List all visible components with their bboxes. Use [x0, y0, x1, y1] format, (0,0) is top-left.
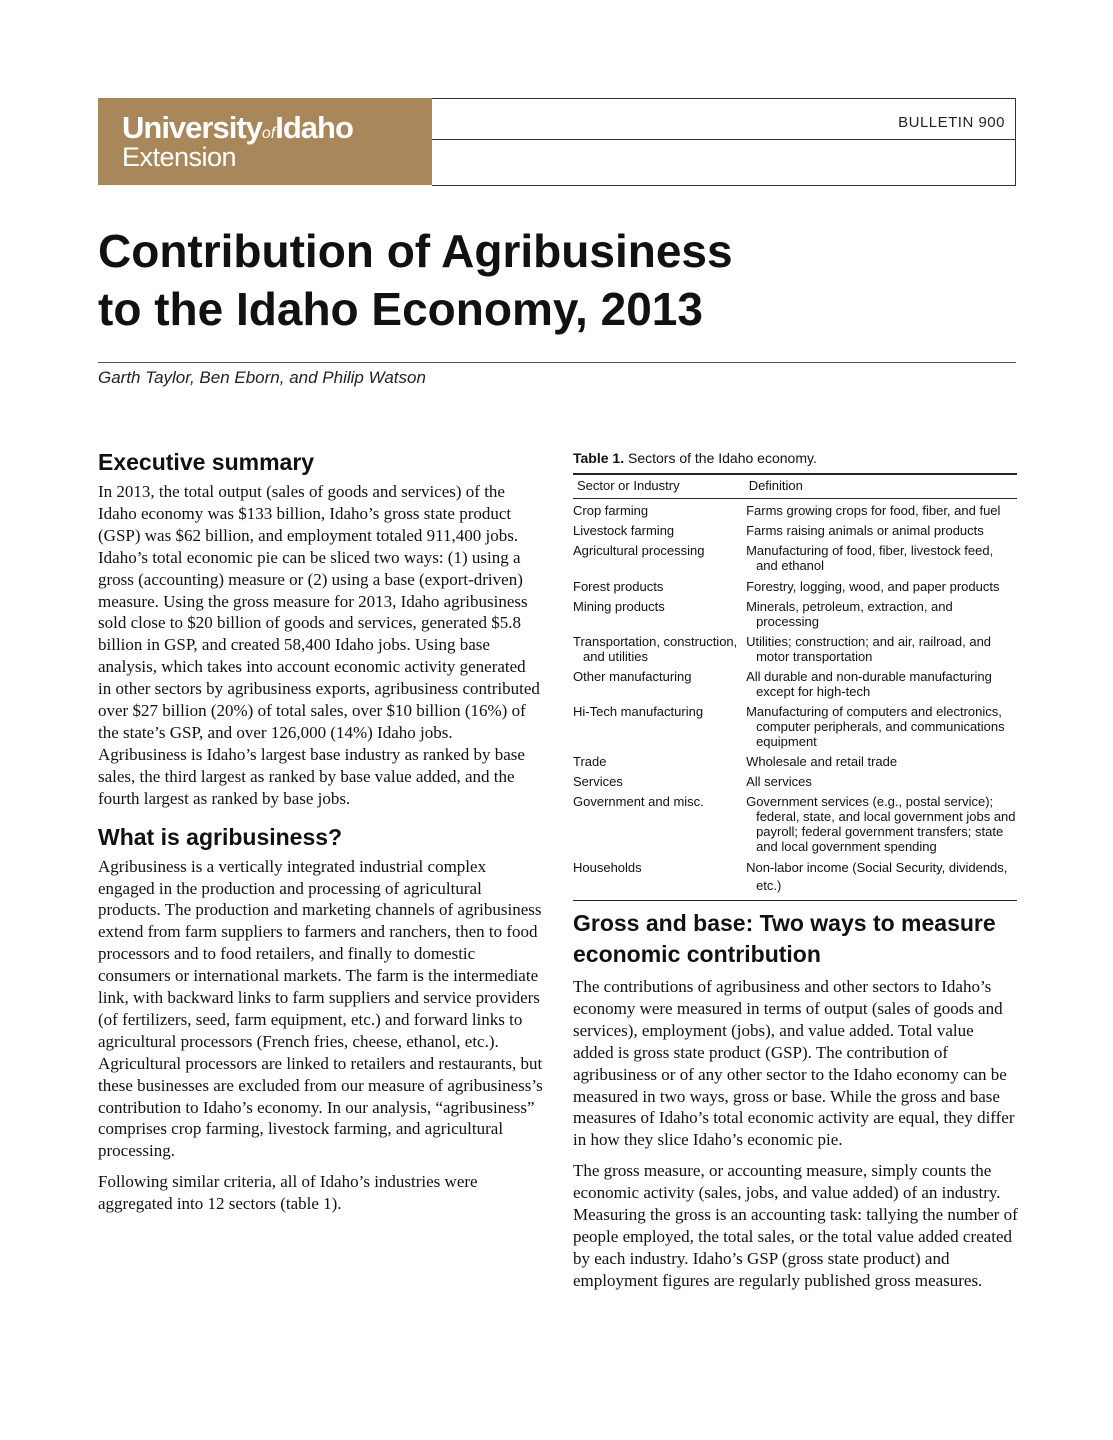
logo-wordmark	[122, 110, 353, 146]
sector-cell: Forest products	[573, 579, 664, 594]
definition-cell: Utilities; construction; and air, railroad, and motor transportation	[746, 634, 992, 664]
definition-cell: Manufacturing of computers and electronics, computer peripherals, and communications equipment	[746, 704, 1005, 749]
what-is-agribusiness-paragraph-1: Agribusiness is a vertically integrated industrial complex engaged in the production and processing of agricultural products. The production and marketing channels of agribusiness extend from farm suppliers to farmers and ranchers, then to food processors and to food retailers, and finally to domestic consumers or international markets. The farm is the intermediate link, with backward links to farm suppliers and service providers (of fertilizers, seed, farm equipment, etc.) and forward links to agricultural processors (French fries, cheese, ethanol, etc.). Agricultural processors are linked to retailers and restaurants, but these businesses are excluded from our measure of agribusiness’s contribution to Idaho’s economy. In our analysis, “agribusiness” comprises crop farming, livestock farming, and agricultural processing.	[98, 856, 543, 1161]
sector-cell: Households	[573, 860, 642, 875]
sector-cell: Trade	[573, 754, 607, 769]
table-row	[573, 599, 1017, 629]
logo-extension-text: Extension	[122, 142, 237, 172]
column-header-sector: Sector or Industry	[577, 478, 680, 493]
sector-cell: Hi-Tech manufacturing	[573, 704, 704, 719]
header-divider	[432, 139, 1015, 140]
table-row	[573, 754, 1017, 769]
bulletin-header	[98, 98, 1016, 185]
definition-cell: Manufacturing of food, fiber, livestock feed, and ethanol	[746, 543, 994, 573]
sector-cell: Crop farming	[573, 503, 649, 518]
title-line-2: to the Idaho Economy, 2013	[98, 283, 703, 335]
definition-cell: Government services (e.g., postal service); federal, state, and local government jobs and payroll; federal government transfers; state and local government spending	[746, 794, 1016, 854]
table-row	[573, 669, 1017, 699]
sector-cell: Livestock farming	[573, 523, 675, 538]
gross-and-base-paragraph-2: The gross measure, or accounting measure, simply counts the economic activity (sales, jobs, and value added) of an industry. Measuring the gross is an accounting task: tallying the number of people employed, the total sales, or the total value added created by each industry. Idaho’s GSP (gross state product) and employment figures are regularly published gross measures.	[573, 1161, 1018, 1290]
sector-cell: Government and misc.	[573, 794, 704, 809]
executive-summary-text: In 2013, the total output (sales of goods and services) of the Idaho economy was $133 billion, Idaho’s gross state product (GSP) was $62 billion, and employment totaled 911,400 jobs. Idaho’s total economic pie can be sliced two ways: (1) using a gross (accounting) measure or (2) using a base (export-driven) measure. Using the gross measure for 2013, Idaho agribusiness sold close to $20 billion of goods and services, generated $5.8 billion in GSP, and created 58,400 Idaho jobs. Using base analysis, which takes into account economic activity generated in other sectors by agribusiness exports, agribusiness contributed over $27 billion (20%) of total sales, over $10 billion (16%) of the state’s GSP, and over 126,000 (14%) Idaho jobs. Agribusiness is Idaho’s largest base industry as ranked by base sales, the third largest as ranked by base value added, and the fourth largest as ranked by base jobs.	[98, 482, 540, 808]
logo-idaho-text: Idaho	[275, 110, 353, 145]
title-divider	[98, 362, 1016, 363]
authors-byline: Garth Taylor, Ben Eborn, and Philip Watson	[98, 368, 426, 387]
left-column	[98, 447, 543, 1215]
logo-university-text: University	[122, 110, 262, 145]
table-row	[573, 634, 1017, 664]
sectors-table	[573, 449, 1017, 901]
table-header-row	[573, 475, 1017, 499]
table-row	[573, 774, 1017, 789]
table-row	[573, 523, 1017, 538]
column-header-definition: Definition	[748, 478, 803, 493]
table-caption	[573, 449, 1017, 467]
gross-and-base-paragraph-1: The contributions of agribusiness and other sectors to Idaho’s economy were measured in terms of output (sales of goods and services), employment (jobs), and value added. Total value added is gross state product (GSP). The contribution of agribusiness or of any other sector to the Idaho economy can be measured in two ways, gross or base. While the gross and base measures of Idaho’s total economic activity are equal, they differ in how they slice Idaho’s economic pie.	[573, 977, 1015, 1150]
table-row	[573, 704, 1017, 749]
bulletin-box	[432, 98, 1016, 186]
gross-and-base-heading: Gross and base: Two ways to measure economic contribution	[573, 910, 996, 967]
table-body	[573, 473, 1017, 901]
right-column	[573, 908, 1018, 1292]
sector-cell: Transportation, construction, and utilities	[573, 634, 738, 664]
executive-summary-heading: Executive summary	[98, 449, 315, 475]
table-row	[573, 503, 1017, 518]
sector-cell: Mining products	[573, 599, 665, 614]
table-caption-text: Sectors of the Idaho economy.	[624, 450, 817, 466]
table-row	[573, 794, 1017, 854]
definition-cell: Minerals, petroleum, extraction, and processing	[746, 599, 953, 629]
definition-cell: Farms raising animals or animal products	[746, 523, 984, 538]
table-caption-label: Table 1.	[573, 450, 625, 466]
definition-cell: Forestry, logging, wood, and paper products	[746, 579, 1000, 594]
definition-cell: All services	[746, 774, 812, 789]
sector-cell: Other manufacturing	[573, 669, 692, 684]
definition-cell: All durable and non-durable manufacturing except for high-tech	[746, 669, 992, 699]
definition-cell: Farms growing crops for food, fiber, and fuel	[746, 503, 1001, 518]
sector-cell: Agricultural processing	[573, 543, 705, 558]
sector-cell: Services	[573, 774, 623, 789]
bulletin-number: BULLETIN 900	[898, 114, 1005, 131]
document-title	[98, 222, 918, 338]
table-row	[573, 859, 1017, 895]
university-of-idaho-extension-logo	[98, 98, 432, 185]
definition-cell: Wholesale and retail trade	[746, 754, 898, 769]
logo-of-text: of	[261, 125, 276, 142]
title-line-1: Contribution of Agribusiness	[98, 225, 733, 277]
table-row	[573, 579, 1017, 594]
table-row	[573, 543, 1017, 573]
what-is-agribusiness-paragraph-2: Following similar criteria, all of Idaho’s industries were aggregated into 12 sectors (table 1).	[98, 1172, 478, 1214]
definition-cell: Non-labor income (Social Security, dividends, etc.)	[746, 860, 1008, 893]
what-is-agribusiness-heading: What is agribusiness?	[98, 823, 343, 850]
